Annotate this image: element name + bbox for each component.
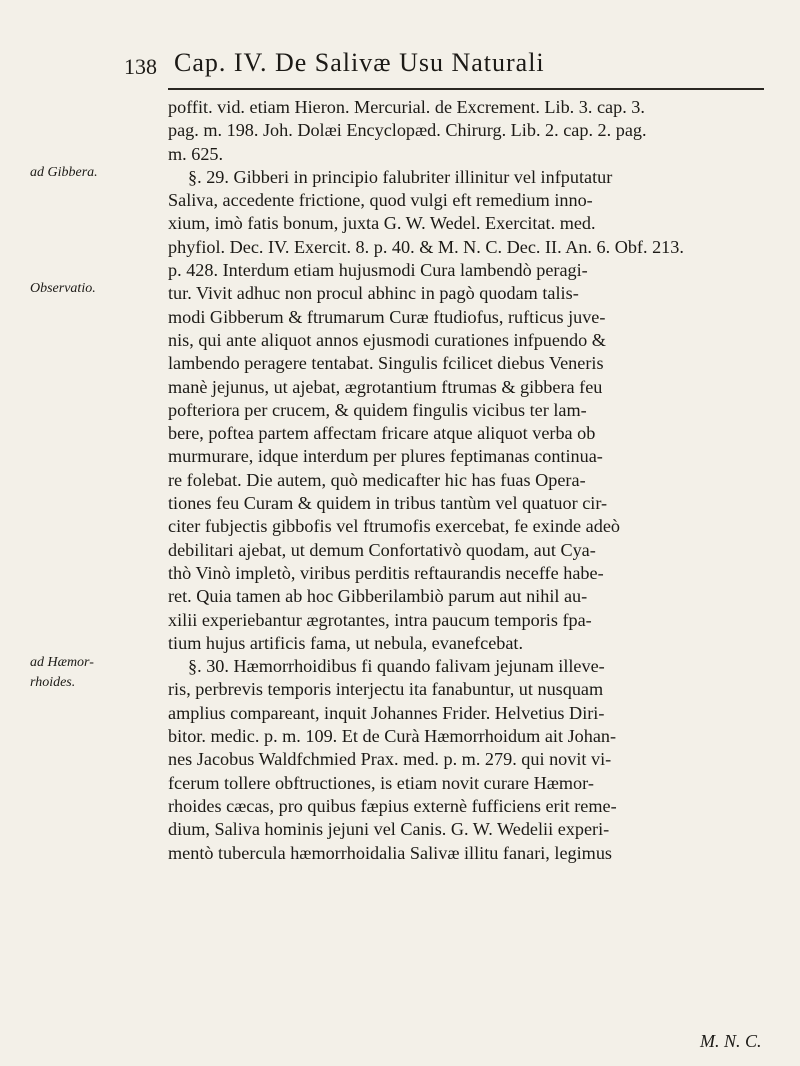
page-header [124,44,764,84]
margin-note-observatio: Observatio. [30,281,96,296]
text-line: ret. Quia tamen ab hoc Gibberilambiò parum aut nihil au- [168,586,588,607]
margin-note-gibbera: ad Gibbera. [30,165,98,180]
header-rule [168,88,764,90]
text-line: bitor. medic. p. m. 109. Et de Curà Hæmorrhoidum ait Johan- [168,726,617,747]
text-line: pofteriora per crucem, & quidem fingulis vicibus ter lam- [168,399,587,420]
text-line: §. 30. Hæmorrhoidibus fi quando falivam jejunam illeve- [188,656,605,677]
text-line: bere, poftea partem affectam fricare atque aliquot verba ob [168,423,596,444]
text-line: Saliva, accedente frictione, quod vulgi eft remedium inno- [168,190,593,211]
text-line: xilii experiebantur ægrotantes, intra paucum temporis fpa- [168,609,592,630]
text-line: m. 625. [168,143,224,164]
text-line: poffit. vid. etiam Hieron. Mercurial. de Excrement. Lib. 3. cap. 3. [168,97,645,117]
text-line: p. 428. Interdum etiam hujusmodi Cura lambendò peragi- [168,260,588,281]
text-line: dium, Saliva hominis jejuni vel Canis. G. W. Wedelii experi- [168,819,610,840]
text-line: phyfiol. Dec. IV. Exercit. 8. p. 40. & M. N. C. Dec. II. An. 6. Obf. 213. [168,236,684,257]
text-line: ris, perbrevis temporis interjectu ita fanabuntur, ut nusquam [168,679,604,700]
catchword: M. N. C. [700,1031,762,1051]
text-line: §. 29. Gibberi in principio falubriter illinitur vel infputatur [188,166,613,187]
text-line: xium, imò fatis bonum, juxta G. W. Wedel. Exercitat. med. [168,213,596,234]
text-line: nis, qui ante aliquot annos ejusmodi curationes infpuendo & [168,329,606,350]
text-line: modi Gibberum & ftrumarum Curæ ftudiofus, rufticus juve- [168,306,606,327]
text-line: tium hujus artificis fama, ut nebula, evanefcebat. [168,632,524,653]
margin-note-haemorrhoides: ad Hæmor- [30,655,94,670]
page-number: 138 [124,54,157,79]
text-line: tur. Vivit adhuc non procul abhinc in pagò quodam talis- [168,283,579,304]
text-line: pag. m. 198. Joh. Dolæi Encyclopæd. Chirurg. Lib. 2. cap. 2. pag. [168,120,647,141]
text-line: citer fubjectis gibbofis vel ftrumofis exercebat, fe exinde adeò [168,516,620,537]
text-line: lambendo peragere tentabat. Singulis fcilicet diebus Veneris [168,353,604,374]
text-line: debilitari ajebat, ut demum Confortativò quodam, aut Cya- [168,539,596,560]
running-head: Cap. IV. De Salivæ Usu Naturali [174,48,545,77]
text-line: mentò tubercula hæmorrhoidalia Salivæ illitu fanari, legimus [168,842,612,863]
margin-note-haemorrhoides-cont: rhoides. [30,675,76,690]
text-line: tiones feu Curam & quidem in tribus tantùm vel quatuor cir- [168,493,608,514]
text-line: murmurare, idque interdum per plures feptimanas continua- [168,446,603,467]
text-line: fcerum tollere obftructiones, is etiam novit curare Hæmor- [168,772,594,793]
text-line: re folebat. Die autem, quò medicafter hic has fuas Opera- [168,469,586,490]
text-line: thò Vinò impletò, viribus perditis reftaurandis neceffe habe- [168,562,604,583]
body-text [168,96,764,865]
text-line: rhoides cæcas, pro quibus fæpius externè fufficiens erit reme- [168,795,617,816]
text-line: amplius compareant, inquit Johannes Frider. Helvetius Diri- [168,702,605,723]
text-line: manè jejunus, ut ajebat, ægrotantium ftrumas & gibbera feu [168,376,603,397]
text-line: nes Jacobus Waldfchmied Prax. med. p. m. 279. qui novit vi- [168,749,612,770]
